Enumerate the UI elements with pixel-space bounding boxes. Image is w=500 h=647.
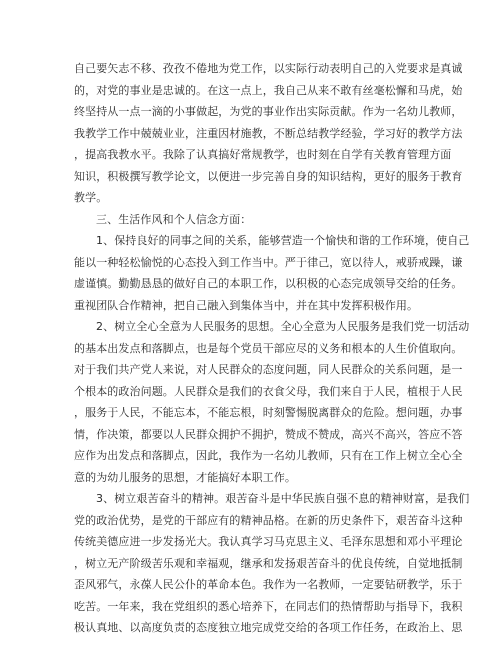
text-line: 教学。 [74,191,108,204]
text-line: 极认真地、以高度负责的态度独立地完成党交给的各项工作任务，在政治上、思 [74,621,463,634]
text-line: ，树立无产阶级苦乐观和幸福观，继承和发扬艰苦奋斗的优良传统，自觉地抵制 [74,556,463,570]
text-line: 党的政治优势，是党的干部应有的精神品格。在新的历史条件下，艰苦奋斗这种 [74,513,463,527]
text-line: 传统美德应进一步发扬光大。我认真学习马克思主义、毛泽东思想和邓小平理论 [74,535,463,548]
paragraph [74,230,470,316]
text-line: 的基本出发点和落脚点，也是每个党员干部应尽的义务和根本的人生价值取向。 [74,341,463,355]
text-line: 歪风邪气，永葆人民公仆的革命本色。我作为一名教师，一定要钻研教学，乐于 [74,578,463,591]
text-line: 我教学工作中兢兢业业，注重因材施教，不断总结教学经验，学习好的教学方法 [74,126,463,140]
text-line: 1、保持良好的同事之间的关系，能够营造一个愉快和谐的工作环境，使自己 [96,234,470,247]
text-line: 能以一种轻松愉悦的心态投入到工作当中。严于律己，宽以待人，戒骄戒躁，谦 [74,255,463,269]
text-line: 终坚持从一点一滴的小事做起，为党的事业作出实际贡献。作为一名幼儿教师， [74,105,463,118]
paragraph [74,58,463,209]
text-line: 应作为出发点和落脚点，因此，我作为一名幼儿教师，只有在工作上树立全心全 [74,449,463,462]
text-line: 的，对党的事业是忠诚的。在这一点上，我自己从来不敢有丝毫松懈和马虎，始 [74,83,463,97]
text-line: 重视团队合作精神，把自己融入到集体当中，并在其中发挥积极作用。 [74,298,419,312]
text-line: 2、树立全心全意为人民服务的思想。全心全意为人民服务是我们党一切活动 [96,320,470,333]
paragraph [74,316,470,488]
text-line: 虚谨慎。勤勤恳恳的做好自己的本职工作，以积极的心态完成领导交给的任务。 [74,277,463,290]
text-line: 意的为幼儿服务的思想，才能搞好本职工作。 [74,470,296,484]
paragraph [74,209,430,231]
text-line: ，提高我教水平。我除了认真搞好常规教学，也时刻在自学有关教育管理方面 [74,148,452,161]
text-line: 吃苦。一年来，我在党组织的悉心培养下，在同志们的热情帮助与指导下，我积 [74,599,463,613]
paragraph [74,488,470,639]
text-line: 三、生活作风和个人信念方面： [96,212,252,226]
text-line: 3、树立艰苦奋斗的精神。艰苦奋斗是中华民族自强不息的精神财富，是我们 [96,492,470,505]
text-line: 自己要矢志不移、孜孜不倦地为党工作，以实际行动表明自己的入党要求是真诚 [74,62,463,75]
document-body [74,58,470,639]
text-line: 对于我们共产党人来说，对人民群众的态度问题，同人民群众的关系问题，是一 [74,363,463,376]
text-line: 情，作决策，都要以人民群众拥护不拥护，赞成不赞成，高兴不高兴，答应不答 [74,427,463,441]
text-line: 知识，积极撰写教学论文，以便进一步完善自身的知识结构，更好的服务于教育 [74,169,463,183]
text-line: ，服务于人民，不能忘本，不能忘根，时刻警惕脱离群众的危险。想问题，办事 [74,406,463,419]
text-line: 个根本的政治问题。人民群众是我们的衣食父母，我们来自于人民，植根于人民 [74,384,463,398]
